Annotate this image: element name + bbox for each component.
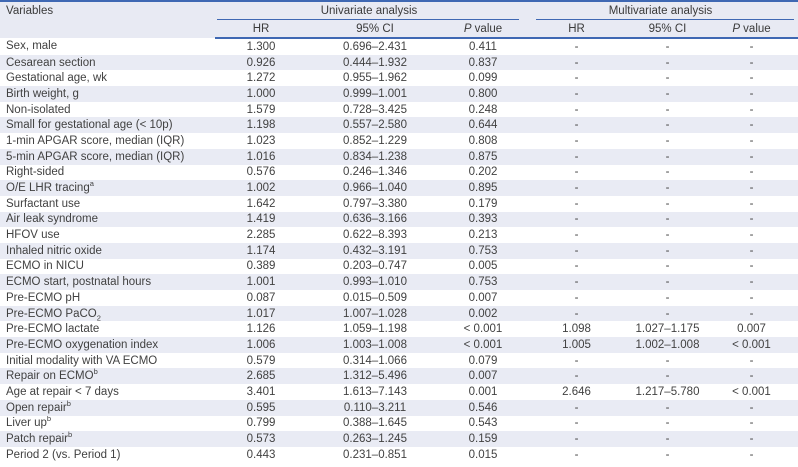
uv-ci-cell: 0.388–1.645	[343, 417, 407, 430]
mv-hr-cell: -	[574, 433, 579, 446]
mv-pvalue-cell: -	[749, 213, 754, 226]
variable-footnote-marker: b	[66, 399, 71, 408]
uv-pvalue-cell: 0.015	[468, 448, 498, 461]
mv-hr-cell: -	[574, 307, 579, 320]
uv-pvalue-cell: < 0.001	[463, 338, 503, 351]
mv-ci-cell: -	[665, 134, 670, 147]
variables-column-header: Variables	[0, 1, 215, 38]
mv-ci-cell: -	[665, 56, 670, 69]
mv-ci-cell: -	[665, 103, 670, 116]
mv-hr-cell: -	[574, 448, 579, 461]
table-row	[0, 196, 798, 212]
mv-ci-cell: -	[665, 197, 670, 210]
table-row	[0, 321, 798, 337]
mv-ci-cell: -	[665, 40, 670, 53]
pvalue-italic-p: P	[732, 22, 740, 35]
multivariate-group-header: Multivariate analysis	[523, 1, 798, 20]
mv-pvalue-cell: -	[749, 433, 754, 446]
uv-pvalue-cell: 0.007	[468, 370, 498, 383]
mv-ci-cell: 1.027–1.175	[635, 323, 700, 336]
uv-hr-cell: 1.419	[246, 213, 276, 226]
uv-pvalue-cell: 0.411	[469, 40, 497, 53]
uv-hr-cell: 0.799	[246, 417, 276, 430]
mv-hr-cell: -	[574, 150, 579, 163]
variable-footnote-marker: b	[93, 368, 98, 377]
uv-pvalue-cell: 0.644	[468, 119, 498, 132]
mv-pvalue-cell: -	[749, 244, 754, 257]
table-row	[0, 384, 798, 400]
pvalue-italic-p: P	[463, 22, 472, 35]
uv-pvalue-cell: 0.079	[468, 354, 498, 367]
mv-ci-cell: -	[665, 417, 670, 430]
uv-pvalue-cell: 0.248	[468, 103, 498, 116]
mv-hr-cell: -	[574, 197, 579, 210]
table-row	[0, 133, 798, 149]
uv-hr-cell: 0.087	[246, 291, 276, 304]
table-row	[0, 55, 798, 71]
mv-hr-cell: -	[574, 87, 579, 100]
mv-pvalue-cell: -	[749, 56, 754, 69]
uv-pvalue-cell: < 0.001	[463, 323, 503, 336]
mv-hr-cell: 2.646	[562, 385, 591, 398]
table-row	[0, 38, 798, 55]
mv-pvalue-cell: 0.007	[737, 323, 766, 336]
variable-footnote-marker: b	[68, 431, 73, 440]
mv-hr-cell: -	[574, 103, 579, 116]
uv-hr-cell: 0.595	[246, 401, 276, 414]
table-row	[0, 416, 798, 432]
mv-pvalue-cell: -	[749, 448, 754, 461]
variable-cell: Repair on ECMO$^b$	[6, 368, 98, 383]
variable-cell: Gestational age, wk	[6, 72, 108, 85]
table-row	[0, 70, 798, 86]
uv-hr-cell: 0.579	[246, 354, 276, 367]
uv-ci-cell: 0.203–0.747	[343, 260, 407, 273]
uv-hr-cell: 0.389	[246, 260, 276, 273]
variable-cell: 1-min APGAR score, median (IQR)	[6, 134, 185, 147]
table-row	[0, 337, 798, 353]
variable-cell: Small for gestational age (< 10p)	[6, 119, 173, 132]
mv-hr-cell: -	[574, 244, 579, 257]
mv-pvalue-cell: -	[749, 401, 754, 414]
variable-cell: Birth weight, g	[6, 87, 79, 100]
mv-pvalue-cell: -	[749, 87, 754, 100]
mv-ci-cell: -	[665, 433, 670, 446]
uv-hr-cell: 1.642	[246, 197, 276, 210]
mv-hr-cell: 1.098	[562, 323, 591, 336]
uv-hr-cell: 1.300	[246, 40, 276, 53]
variable-cell: ECMO start, postnatal hours	[6, 276, 152, 289]
variable-cell: Patch repair$^b$	[6, 431, 73, 446]
mv-hr-cell: -	[574, 417, 579, 430]
uv-ci-cell: 0.966–1.040	[343, 182, 407, 195]
mv-pvalue-cell: -	[749, 182, 754, 195]
mv-pvalue-cell: -	[749, 119, 754, 132]
uv-pvalue-cell: 0.895	[468, 182, 498, 195]
uv-hr-cell: 0.443	[246, 448, 276, 461]
variable-cell: Open repair$^b$	[6, 399, 71, 414]
mv-hr-cell: -	[574, 354, 579, 367]
table-row	[0, 86, 798, 102]
table-header	[0, 1, 798, 38]
mv-pvalue-cell: -	[749, 354, 754, 367]
header-group-row	[0, 1, 798, 20]
table-row	[0, 368, 798, 384]
mv-pvalue-cell: -	[749, 417, 754, 430]
mv-ci-cell: -	[665, 119, 670, 132]
mv-ci-cell: -	[665, 370, 670, 383]
mv-ci-cell: -	[665, 244, 670, 257]
uv-pvalue-cell: 0.837	[468, 56, 498, 69]
variable-cell: HFOV use	[6, 229, 60, 242]
variable-cell: Period 2 (vs. Period 1)	[6, 448, 121, 461]
mv-pvalue-cell: -	[749, 229, 754, 242]
uv-hr-cell: 1.017	[246, 307, 276, 320]
uv-pvalue-cell: 0.808	[468, 134, 498, 147]
mv-pvalue-cell: -	[749, 291, 754, 304]
mv-pvalue-cell: -	[749, 260, 754, 273]
uv-pvalue-cell: 0.546	[468, 401, 498, 414]
mv-pvalue-cell: -	[749, 166, 754, 179]
uv-ci-cell: 0.557–2.580	[343, 119, 407, 132]
variable-cell: Pre-ECMO pH	[6, 291, 81, 304]
mv-hr-cell: -	[574, 276, 579, 289]
uv-hr-cell: 0.573	[246, 433, 276, 446]
mv-hr-cell: -	[574, 370, 579, 383]
uv-ci-cell: 0.852–1.229	[343, 134, 407, 147]
mv-hr-cell: -	[574, 72, 579, 85]
mv-pvalue-cell: < 0.001	[732, 338, 771, 351]
uv-ci-cell: 0.432–3.191	[343, 244, 407, 257]
univariate-group-header: Univariate analysis	[215, 1, 523, 20]
variable-cell: 5-min APGAR score, median (IQR)	[6, 150, 185, 163]
mv-hr-cell: 1.005	[562, 338, 591, 351]
variable-cell: Inhaled nitric oxide	[6, 244, 102, 257]
mv-ci-cell: -	[665, 72, 670, 85]
uv-pvalue-cell: 0.875	[468, 150, 498, 163]
mv-ci-cell: -	[665, 182, 670, 195]
uv-pvalue-cell: 0.099	[468, 72, 498, 85]
table-body	[0, 38, 798, 463]
mv-pvalue-cell: -	[749, 40, 754, 53]
mv-ci-cell: -	[665, 213, 670, 226]
table-row	[0, 431, 798, 447]
mv-hr-cell: -	[574, 260, 579, 273]
table-row	[0, 102, 798, 118]
uv-ci-cell: 0.231–0.851	[343, 448, 407, 461]
mv-ci-cell: -	[665, 291, 670, 304]
uv-hr-header: HR	[215, 20, 307, 38]
table-row	[0, 165, 798, 181]
mv-pvalue-header: P value	[705, 20, 798, 38]
uv-hr-cell: 1.272	[246, 72, 276, 85]
uv-ci-cell: 0.622–8.393	[343, 229, 407, 242]
table-row	[0, 290, 798, 306]
variable-cell: ECMO in NICU	[6, 260, 84, 273]
mv-hr-header: HR	[523, 20, 630, 38]
mv-hr-cell: -	[574, 166, 579, 179]
mv-ci-cell: -	[665, 260, 670, 273]
mv-ci-cell: -	[665, 87, 670, 100]
uv-pvalue-cell: 0.213	[468, 229, 498, 242]
uv-pvalue-cell: 0.753	[468, 244, 498, 257]
table-row	[0, 274, 798, 290]
variable-cell: Pre-ECMO PaCO$_2$	[6, 307, 101, 322]
mv-ci-cell: -	[665, 448, 670, 461]
uv-ci-cell: 0.797–3.380	[343, 197, 407, 210]
uv-ci-header: 95% CI	[307, 20, 443, 38]
uv-ci-cell: 0.263–1.245	[343, 433, 407, 446]
variable-cell: Pre-ECMO oxygenation index	[6, 338, 159, 351]
uv-hr-cell: 3.401	[246, 385, 276, 398]
uv-ci-cell: 1.007–1.028	[343, 307, 407, 320]
uv-ci-cell: 1.613–7.143	[343, 385, 407, 398]
uv-ci-cell: 1.059–1.198	[343, 323, 407, 336]
uv-ci-cell: 0.246–1.346	[343, 166, 407, 179]
table-row	[0, 353, 798, 369]
uv-pvalue-cell: 0.179	[468, 197, 498, 210]
mv-hr-cell: -	[574, 291, 579, 304]
mv-pvalue-cell: -	[749, 307, 754, 320]
mv-pvalue-cell: -	[749, 197, 754, 210]
table-row	[0, 149, 798, 165]
uv-ci-cell: 0.999–1.001	[343, 87, 407, 100]
mv-pvalue-cell: -	[749, 134, 754, 147]
uv-hr-cell: 1.198	[246, 119, 276, 132]
uv-hr-cell: 2.285	[246, 229, 276, 242]
uv-ci-cell: 1.312–5.496	[343, 370, 407, 383]
mv-ci-cell: -	[665, 229, 670, 242]
uv-hr-cell: 1.023	[246, 134, 276, 147]
uv-pvalue-cell: 0.393	[468, 213, 498, 226]
uv-ci-cell: 0.955–1.962	[343, 72, 407, 85]
table-row	[0, 227, 798, 243]
mv-ci-cell: 1.217–5.780	[635, 385, 700, 398]
mv-pvalue-cell: -	[749, 103, 754, 116]
uv-pvalue-cell: 0.800	[468, 87, 498, 100]
mv-hr-cell: -	[574, 56, 579, 69]
uv-ci-cell: 0.444–1.932	[343, 56, 407, 69]
table-row	[0, 259, 798, 275]
mv-pvalue-cell: -	[749, 150, 754, 163]
variable-cell: Age at repair < 7 days	[6, 385, 119, 398]
table-row	[0, 180, 798, 196]
uv-ci-cell: 0.993–1.010	[343, 276, 407, 289]
uv-pvalue-cell: 0.001	[468, 385, 498, 398]
uv-ci-cell: 0.696–2.431	[343, 40, 407, 53]
table-row	[0, 306, 798, 322]
uv-hr-cell: 0.576	[246, 166, 276, 179]
uv-pvalue-cell: 0.159	[468, 433, 498, 446]
table-row	[0, 400, 798, 416]
uv-hr-cell: 1.001	[246, 276, 276, 289]
uv-hr-cell: 0.926	[246, 56, 276, 69]
uv-ci-cell: 0.834–1.238	[343, 150, 407, 163]
variable-cell: Liver $up^b$	[6, 415, 52, 430]
mv-pvalue-cell: -	[749, 276, 754, 289]
uv-pvalue-cell: 0.007	[468, 291, 498, 304]
uv-ci-cell: 1.003–1.008	[343, 338, 407, 351]
uv-hr-cell: 1.174	[246, 244, 276, 257]
uv-pvalue-header: P value	[443, 20, 523, 38]
mv-ci-cell: -	[665, 307, 670, 320]
mv-hr-cell: -	[574, 401, 579, 414]
uv-hr-cell: 1.006	[246, 338, 276, 351]
mv-hr-cell: -	[574, 213, 579, 226]
uv-ci-cell: 0.636–3.166	[343, 213, 407, 226]
uv-pvalue-cell: 0.005	[468, 260, 498, 273]
variable-cell: Cesarean section	[6, 56, 96, 69]
variable-cell: O/E LHR tracing$^a$	[6, 180, 94, 195]
variable-subscript: 2	[96, 312, 101, 322]
uv-ci-cell: 0.728–3.425	[343, 103, 407, 116]
mv-pvalue-cell: < 0.001	[732, 385, 771, 398]
mv-ci-cell: -	[665, 354, 670, 367]
variable-cell: Initial modality with VA ECMO	[6, 354, 158, 367]
mv-pvalue-cell: -	[749, 72, 754, 85]
table-row	[0, 447, 798, 463]
uv-hr-cell: 1.579	[246, 103, 276, 116]
mv-ci-header: 95% CI	[630, 20, 705, 38]
uv-ci-cell: 0.314–1.066	[343, 354, 407, 367]
uv-pvalue-cell: 0.753	[468, 276, 498, 289]
mv-hr-cell: -	[574, 229, 579, 242]
uv-hr-cell: 1.000	[246, 87, 276, 100]
mv-ci-cell: -	[665, 166, 670, 179]
mv-ci-cell: 1.002–1.008	[635, 338, 700, 351]
table-row	[0, 243, 798, 259]
variable-cell: Surfactant use	[6, 197, 81, 210]
variable-cell: Sex, male	[6, 40, 58, 53]
mv-hr-cell: -	[574, 134, 579, 147]
table-row	[0, 117, 798, 133]
variable-cell: Non-isolated	[6, 103, 71, 116]
uv-hr-cell: 1.002	[246, 182, 276, 195]
mv-hr-cell: -	[574, 40, 579, 53]
table-row	[0, 212, 798, 228]
mv-ci-cell: -	[665, 276, 670, 289]
uv-hr-cell: 1.016	[246, 150, 276, 163]
uv-hr-cell: 2.685	[246, 370, 276, 383]
uv-ci-cell: 0.110–3.211	[343, 401, 407, 414]
uv-hr-cell: 1.126	[246, 323, 276, 336]
variable-footnote-marker: b	[46, 415, 52, 424]
mv-ci-cell: -	[665, 150, 670, 163]
uv-pvalue-cell: 0.543	[468, 417, 498, 430]
variable-cell: Right-sided	[6, 166, 65, 179]
mv-ci-cell: -	[665, 401, 670, 414]
mv-pvalue-cell: -	[749, 370, 754, 383]
variable-footnote-marker: a	[89, 180, 94, 189]
uv-pvalue-cell: 0.202	[468, 166, 498, 179]
variable-cell: Pre-ECMO lactate	[6, 323, 100, 336]
mv-hr-cell: -	[574, 182, 579, 195]
uv-ci-cell: 0.015–0.509	[343, 291, 407, 304]
variable-cell: Air leak syndrome	[6, 213, 99, 226]
mv-hr-cell: -	[574, 119, 579, 132]
uv-pvalue-cell: 0.002	[468, 307, 498, 320]
